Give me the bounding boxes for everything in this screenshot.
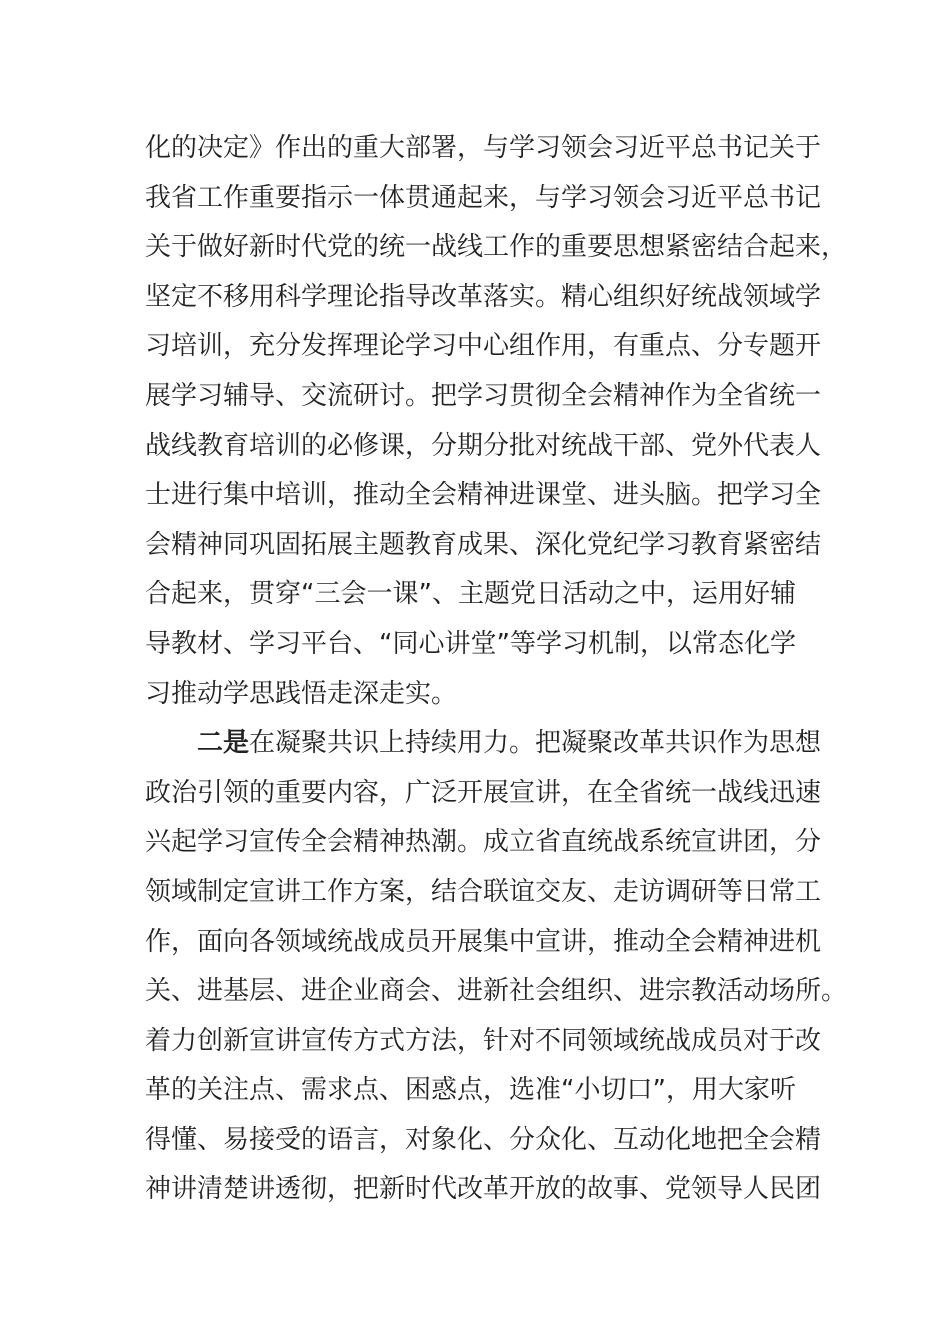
- text-line: 领域制定宣讲工作方案，结合联谊交友、走访调研等日常工: [145, 876, 822, 907]
- document-body: [145, 124, 848, 1215]
- text-line: 关、进基层、进企业商会、进新社会组织、进宗教活动场所。: [145, 976, 848, 1007]
- text-line: 得懂、易接受的语言，对象化、分众化、互动化地把全会精: [145, 1124, 822, 1155]
- text-line: 革的关注点、需求点、困惑点，选准“小切口”，用大家听: [145, 1075, 796, 1106]
- text-line: 神讲清楚讲透彻，把新时代改革开放的故事、党领导人民团: [145, 1174, 822, 1205]
- paragraph-first-line: [145, 719, 822, 769]
- text-line: 关于做好新时代党的统一战线工作的重要思想紧密结合起来，: [145, 232, 848, 263]
- text-line: 着力创新宣讲宣传方式方法，针对不同领域统战成员对于改: [145, 1025, 822, 1056]
- text-line: 政治引领的重要内容，广泛开展宣讲，在全省统一战线迅速: [145, 777, 822, 808]
- text-line: 习推动学思践悟走深走实。: [145, 678, 458, 709]
- text-line: 作，面向各领域统战成员开展集中宣讲，推动全会精神进机: [145, 926, 822, 957]
- text-line: 展学习辅导、交流研讨。把学习贯彻全会精神作为全省统一: [145, 380, 822, 411]
- text-line: 导教材、学习平台、“同心讲堂”等学习机制，以常态化学: [145, 628, 796, 659]
- text-line: 坚定不移用科学理论指导改革落实。精心组织好统战领域学: [145, 281, 822, 312]
- paragraph-lead: 二是: [197, 728, 250, 759]
- text-line: 战线教育培训的必修课，分期分批对统战干部、党外代表人: [145, 430, 822, 461]
- text-line: 会精神同巩固拓展主题教育成果、深化党纪学习教育紧密结: [145, 529, 822, 560]
- text-line: 我省工作重要指示一体贯通起来，与学习领会习近平总书记: [145, 182, 822, 213]
- text-line: 合起来，贯穿“三会一课”、主题党日活动之中，运用好辅: [145, 579, 796, 610]
- text-line: 兴起学习宣传全会精神热潮。成立省直统战系统宣讲团，分: [145, 827, 822, 858]
- text-line: 习培训，充分发挥理论学习中心组作用，有重点、分专题开: [145, 331, 822, 362]
- paragraph-2: [145, 719, 848, 1215]
- text-line: 化的决定》作出的重大部署，与学习领会习近平总书记关于: [145, 133, 822, 163]
- text-line: 士进行集中培训，推动全会精神进课堂、进头脑。把学习全: [145, 480, 822, 511]
- paragraph-first-line-text: 在凝聚共识上持续用力。把凝聚改革共识作为思想: [249, 728, 822, 759]
- paragraph-1: [145, 124, 848, 719]
